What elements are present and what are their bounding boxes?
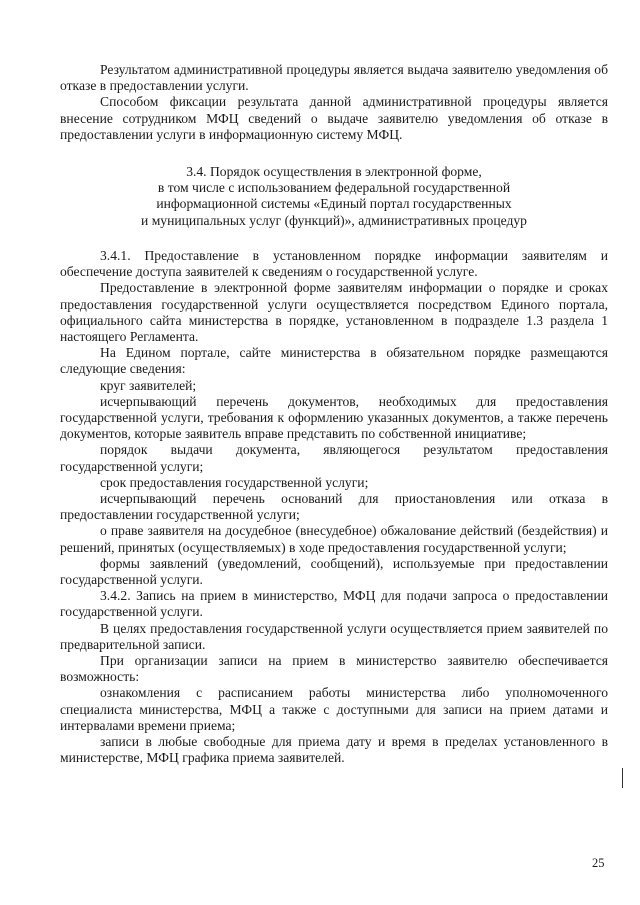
margin-bar bbox=[622, 768, 623, 788]
list-item: порядок выдачи документа, являющегося результатом предоставления государственной услуги; bbox=[60, 442, 608, 474]
section-heading bbox=[60, 164, 608, 229]
paragraph: Результатом административной процедуры является выдача заявителю уведомления об отказе в предоставлении услуги. bbox=[60, 62, 608, 94]
list-item: о праве заявителя на досудебное (внесудебное) обжалование действий (бездействия) и решений, принятых (осуществляемых) в ходе предоставления государственной услуги; bbox=[60, 523, 608, 555]
list-item: исчерпывающий перечень документов, необходимых для предоставления государственной услуги, требования к оформлению указанных документов, а также перечень документов, которые заявитель вправе представить по собственной инициативе; bbox=[60, 393, 608, 442]
paragraph: Способом фиксации результата данной административной процедуры является внесение сотрудником МФЦ сведений о выдаче заявителю уведомления об отказе в предоставлении услуги в информационную систему МФЦ. bbox=[60, 94, 608, 142]
paragraph: Предоставление в электронной форме заявителям информации о порядке и сроках предоставления государственной услуги осуществляется посредством Единого портала, официального сайта министерства в порядке, установленном в подразделе 1.3 раздела 1 настоящего Регламента. bbox=[60, 280, 608, 345]
paragraph: В целях предоставления государственной услуги осуществляется прием заявителей по предварительной записи. bbox=[60, 620, 608, 652]
body-text bbox=[60, 62, 608, 143]
page-number: 25 bbox=[592, 856, 605, 870]
list-item: записи в любые свободные для приема дату и время в пределах установленного в министерстве, МФЦ графика приема заявителей. bbox=[60, 734, 608, 766]
list-item: формы заявлений (уведомлений, сообщений), используемые при предоставлении государственной услуги. bbox=[60, 555, 608, 588]
list-item: ознакомления с расписанием работы министерства либо уполномоченного специалиста министерства, МФЦ а также с доступными для записи на прием датами и интервалами времени приема; bbox=[60, 685, 608, 733]
list-item: круг заявителей; bbox=[100, 377, 197, 393]
paragraph: На Едином портале, сайте министерства в обязательном порядке размещаются следующие сведения: bbox=[60, 345, 608, 377]
paragraph: При организации записи на прием в министерство заявителю обеспечивается возможность: bbox=[60, 653, 608, 685]
heading-line: и муниципальных услуг (функций)», административных процедур bbox=[141, 212, 527, 228]
list-item: срок предоставления государственной услуги; bbox=[100, 474, 369, 490]
heading-line: в том числе с использованием федеральной государственной bbox=[157, 180, 511, 196]
list-item: исчерпывающий перечень оснований для приостановления или отказа в предоставлении государственной услуги; bbox=[60, 491, 608, 523]
paragraph: 3.4.2. Запись на прием в министерство, МФЦ для подачи запроса о предоставлении государственной услуги. bbox=[60, 588, 608, 620]
body-text bbox=[60, 248, 608, 767]
heading-line: 3.4. Порядок осуществления в электронной форме, bbox=[186, 164, 482, 179]
paragraph: 3.4.1. Предоставление в установленном порядке информации заявителям и обеспечение доступа заявителей к сведениям о государственной услуге. bbox=[60, 248, 608, 280]
heading-line: информационной системы «Единый портал государственных bbox=[156, 196, 512, 212]
